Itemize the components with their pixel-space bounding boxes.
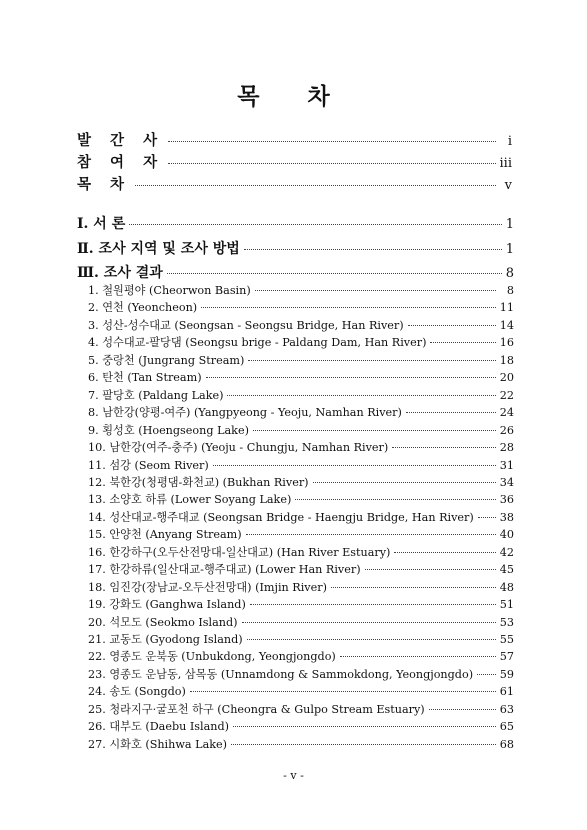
subsection-entry-label: 16. 한강하구(오두산전망대-일산대교) (Han River Estuary)	[88, 545, 391, 559]
subsection-entry-label: 7. 팔당호 (Paldang Lake)	[88, 388, 224, 402]
page-number-footer: - v -	[283, 769, 304, 782]
dot-leader	[206, 377, 496, 378]
dot-leader	[408, 325, 496, 326]
dot-leader	[429, 709, 496, 710]
dot-leader	[233, 726, 496, 727]
section-entry-page: 1	[505, 242, 514, 257]
dot-leader	[295, 499, 495, 500]
section-entry[interactable]	[77, 213, 514, 233]
dot-leader	[213, 465, 496, 466]
dot-leader	[392, 447, 496, 448]
front-matter-entry-label: 참 여 자	[77, 154, 165, 171]
dot-leader	[168, 141, 496, 142]
subsection-entry[interactable]	[88, 596, 514, 612]
dot-leader	[430, 342, 495, 343]
subsection-entry[interactable]	[88, 648, 514, 664]
subsection-entry-label: 18. 임진강(장남교-오두산전망대) (Imjin River)	[88, 580, 327, 594]
subsection-entry[interactable]	[88, 544, 514, 560]
front-matter-entry-page: i	[507, 134, 512, 149]
dot-leader	[201, 307, 496, 308]
subsection-entry[interactable]	[88, 579, 514, 595]
subsection-entry-label: 10. 남한강(여주-충주) (Yeoju - Chungju, Namhan River)	[88, 441, 389, 455]
subsection-entry-label: 9. 횡성호 (Hoengseong Lake)	[88, 423, 249, 437]
subsection-entry[interactable]	[88, 369, 514, 385]
subsection-entry-page: 34	[499, 475, 514, 489]
subsection-entry-label: 3. 성산-성수대교 (Seongsan - Seongsu Bridge, Han River)	[88, 318, 404, 332]
subsection-entry-page: 11	[499, 301, 514, 315]
subsection-entry-page: 61	[499, 685, 514, 699]
dot-leader	[253, 430, 496, 431]
subsection-entry[interactable]	[88, 439, 514, 455]
section-entry-page: 1	[505, 217, 514, 232]
subsection-entry-label: 19. 강화도 (Ganghwa Island)	[88, 598, 246, 612]
subsection-entry-label: 2. 연천 (Yeoncheon)	[88, 301, 198, 315]
subsection-entry-page: 31	[499, 458, 514, 472]
dot-leader	[340, 656, 496, 657]
subsection-entry-label: 26. 대부도 (Daebu Island)	[88, 720, 230, 734]
subsection-entry[interactable]	[88, 282, 514, 298]
dot-leader	[135, 185, 496, 186]
dot-leader	[331, 587, 496, 588]
subsection-entry-label: 13. 소양호 하류 (Lower Soyang Lake)	[88, 493, 292, 507]
subsection-entry-label: 8. 남한강(양평-여주) (Yangpyeong - Yeoju, Namhan River)	[88, 406, 402, 420]
subsection-entry-page: 24	[499, 406, 514, 420]
subsection-entry-label: 15. 안양천 (Anyang Stream)	[88, 528, 242, 542]
front-matter-entry-page: v	[504, 178, 512, 193]
subsection-entry-page: 14	[499, 318, 514, 332]
subsection-entry-page: 55	[499, 633, 514, 646]
subsection-entry-label: 12. 북한강(청평댐-화천교) (Bukhan River)	[88, 475, 309, 489]
subsection-entry-page: 36	[499, 493, 514, 507]
subsection-entry[interactable]	[88, 631, 514, 647]
subsection-entry[interactable]	[88, 299, 514, 315]
dot-leader	[129, 224, 501, 225]
section-entry-label: Ⅱ. 조사 지역 및 조사 방법	[77, 241, 240, 257]
subsection-entry[interactable]	[88, 701, 514, 717]
dot-leader	[231, 744, 496, 745]
front-matter-entry-label: 발 간 사	[77, 132, 165, 149]
dot-leader	[477, 674, 496, 675]
subsection-entry[interactable]	[88, 718, 514, 734]
subsection-entry[interactable]	[88, 387, 514, 403]
subsection-entry[interactable]	[88, 404, 514, 420]
front-matter-entry[interactable]	[77, 151, 512, 172]
subsection-entry-label: 27. 시화호 (Shihwa Lake)	[88, 737, 228, 751]
dot-leader	[244, 249, 502, 250]
subsection-entry-page: 51	[499, 598, 514, 612]
dot-leader	[248, 360, 495, 361]
dot-leader	[168, 163, 495, 164]
subsection-entry-page: 22	[499, 388, 514, 402]
subsection-entry[interactable]	[88, 736, 514, 752]
subsection-entry-label: 24. 송도 (Songdo)	[88, 685, 186, 699]
subsection-entry-label: 11. 섬강 (Seom River)	[88, 458, 209, 472]
front-matter-entry-page: iii	[499, 156, 512, 171]
subsection-entry[interactable]	[88, 666, 514, 682]
subsection-entry-label: 6. 탄천 (Tan Stream)	[88, 371, 202, 385]
dot-leader	[190, 691, 496, 692]
subsection-entry-page: 18	[499, 353, 514, 367]
section-entry-label: Ⅰ. 서 론	[77, 216, 126, 232]
subsection-entry-label: 25. 청라지구·굴포천 하구 (Cheongra & Gulpo Stream Estuary)	[88, 702, 425, 716]
dot-leader	[313, 482, 496, 483]
front-matter-entry[interactable]	[77, 129, 512, 150]
section-entry-label: Ⅲ. 조사 결과	[77, 265, 163, 281]
subsection-entry[interactable]	[88, 509, 514, 525]
subsection-entry-page: 20	[499, 371, 514, 385]
dot-leader	[227, 395, 495, 396]
subsection-entry[interactable]	[88, 352, 514, 368]
subsection-entry-page: 38	[499, 510, 514, 524]
dot-leader	[394, 552, 495, 553]
subsection-entry-page: 16	[499, 336, 514, 350]
subsection-entry[interactable]	[88, 334, 514, 350]
subsection-entry[interactable]	[88, 561, 514, 577]
dot-leader	[255, 290, 496, 291]
dot-leader	[242, 622, 496, 623]
subsection-entry-page: 26	[499, 423, 514, 437]
subsection-entry-page: 59	[499, 667, 514, 681]
subsection-entry-label: 21. 교동도 (Gyodong Island)	[88, 633, 243, 646]
page-title: 목 차	[237, 83, 350, 110]
subsection-entry[interactable]	[88, 317, 514, 333]
dot-leader	[247, 639, 496, 640]
dot-leader	[167, 273, 502, 274]
dot-leader	[365, 569, 496, 570]
subsection-entry-label: 14. 성산대교-행주대교 (Seongsan Bridge - Haengju Bridge, Han River)	[88, 510, 474, 524]
subsection-entry-page: 45	[499, 563, 514, 577]
subsection-entry[interactable]	[88, 614, 514, 630]
subsection-entry[interactable]	[88, 491, 514, 507]
front-matter-entry[interactable]	[77, 173, 512, 194]
subsection-entry-page: 28	[499, 441, 514, 455]
subsection-entry-page: 53	[499, 615, 514, 629]
subsection-entry[interactable]	[88, 422, 514, 438]
subsection-entry-page: 8	[506, 284, 514, 297]
dot-leader	[250, 604, 496, 605]
dot-leader	[478, 517, 496, 518]
section-entry[interactable]	[77, 238, 514, 258]
dot-leader	[406, 412, 496, 413]
subsection-entry-label: 23. 영종도 운남동, 삼목동 (Unnamdong & Sammokdong, Yeongjongdo)	[88, 667, 474, 681]
subsection-entry-label: 4. 성수대교-팔당댐 (Seongsu brige - Paldang Dam, Han River)	[88, 336, 427, 350]
dot-leader	[246, 534, 496, 535]
subsection-entry-page: 40	[499, 528, 514, 542]
subsection-entry-label: 17. 한강하류(일산대교-행주대교) (Lower Han River)	[88, 563, 361, 577]
subsection-entry-page: 63	[499, 702, 514, 716]
section-entry-page: 8	[505, 266, 514, 281]
subsection-entry-page: 42	[499, 545, 514, 559]
subsection-entry-label: 1. 철원평야 (Cheorwon Basin)	[88, 284, 251, 297]
subsection-entry-page: 48	[499, 580, 514, 594]
subsection-entry[interactable]	[88, 457, 514, 473]
subsection-entry[interactable]	[88, 526, 514, 542]
front-matter-entry-label: 목 차	[77, 176, 132, 193]
subsection-entry-page: 57	[499, 650, 514, 664]
subsection-entry[interactable]	[88, 474, 514, 490]
section-entry[interactable]	[77, 262, 514, 282]
subsection-entry-page: 65	[499, 720, 514, 734]
subsection-entry-label: 22. 영종도 운북동 (Unbukdong, Yeongjongdo)	[88, 650, 336, 664]
subsection-entry[interactable]	[88, 683, 514, 699]
subsection-entry-page: 68	[499, 737, 514, 751]
subsection-entry-label: 5. 중랑천 (Jungrang Stream)	[88, 353, 245, 367]
subsection-entry-label: 20. 석모도 (Seokmo Island)	[88, 615, 238, 629]
